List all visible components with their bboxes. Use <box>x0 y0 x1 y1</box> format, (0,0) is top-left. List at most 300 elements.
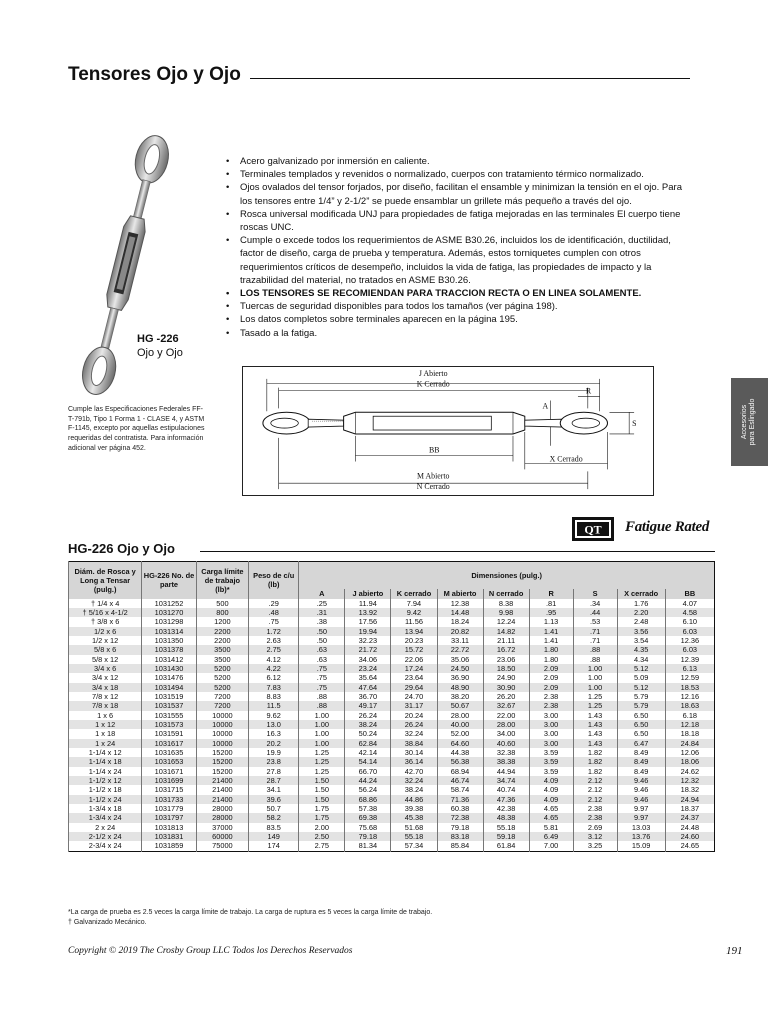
table-cell: 2.09 <box>529 673 573 682</box>
page-title: Tensores Ojo y Ojo <box>68 64 241 85</box>
table-cell: 5/8 x 12 <box>69 655 142 664</box>
table-cell: 15.09 <box>617 841 665 851</box>
table-cell: 47.64 <box>345 683 391 692</box>
feature-item: • Terminales templados y revenidos o normalizado, cuerpos con tratamiento térmico normalizado. <box>226 168 696 181</box>
table-cell: 1 x 6 <box>69 711 142 720</box>
table-cell: 1.80 <box>529 655 573 664</box>
header-x: X cerrado <box>617 589 665 599</box>
table-cell: 1-1/2 x 24 <box>69 795 142 804</box>
table-cell: 6.50 <box>617 729 665 738</box>
table-cell: 48.38 <box>483 813 529 822</box>
table-cell: 10000 <box>196 739 248 748</box>
table-cell: 26.20 <box>483 692 529 701</box>
table-cell: 16.3 <box>249 729 299 738</box>
table-cell: 27.8 <box>249 767 299 776</box>
table-cell: 44.24 <box>345 776 391 785</box>
table-cell: 15200 <box>196 757 248 766</box>
table-cell: 2.12 <box>573 795 617 804</box>
table-cell: 5.12 <box>617 683 665 692</box>
table-cell: 149 <box>249 832 299 841</box>
label-bb: BB <box>428 445 440 455</box>
turnbuckle-image <box>40 128 210 406</box>
table-row <box>69 841 715 851</box>
table-cell: 39.38 <box>391 804 437 813</box>
table-row <box>69 645 715 654</box>
table-cell: 2-3/4 x 24 <box>69 841 142 851</box>
table-cell: 35.06 <box>437 655 483 664</box>
table-cell: 20.2 <box>249 739 299 748</box>
table-cell: 50.7 <box>249 804 299 813</box>
table-cell: 1-3/4 x 18 <box>69 804 142 813</box>
table-cell: .48 <box>249 608 299 617</box>
table-cell: 42.70 <box>391 767 437 776</box>
table-cell: 1.80 <box>529 645 573 654</box>
table-cell: 13.92 <box>345 608 391 617</box>
table-cell: 24.94 <box>665 795 714 804</box>
spec-note: Cumple las Especificaciones Federales FF-T-791b, Tipo 1 Forma 1 - CLASE 4, y ASTM F-1145, excepto por aquellas estipulaciones requeridas del contratista. Para información adicional ver página 452. <box>68 406 205 452</box>
table-cell: 1.25 <box>573 692 617 701</box>
table-cell: 1.00 <box>299 711 345 720</box>
table-cell: .88 <box>299 692 345 701</box>
table-cell: 2.20 <box>617 608 665 617</box>
table-cell: 21400 <box>196 785 248 794</box>
table-cell: 5.81 <box>529 823 573 832</box>
table-cell: 9.98 <box>483 608 529 617</box>
table-cell: 3500 <box>196 655 248 664</box>
table-cell: 28000 <box>196 804 248 813</box>
table-cell: 4.35 <box>617 645 665 654</box>
table-cell: 32.67 <box>483 701 529 710</box>
table-cell: 35.64 <box>345 673 391 682</box>
table-cell: 6.13 <box>665 664 714 673</box>
table-cell: 17.24 <box>391 664 437 673</box>
table-cell: 28000 <box>196 813 248 822</box>
table-cell: 1/2 x 12 <box>69 636 142 645</box>
table-cell: 12.39 <box>665 655 714 664</box>
header-n: N cerrado <box>483 589 529 599</box>
table-row <box>69 599 715 608</box>
table-cell: 48.90 <box>437 683 483 692</box>
table-cell: 3.54 <box>617 636 665 645</box>
table-cell: 2200 <box>196 636 248 645</box>
header-load: Carga límite de trabajo (lb)* <box>196 562 248 599</box>
table-cell: 1031573 <box>142 720 196 729</box>
table-cell: 2.38 <box>529 692 573 701</box>
table-cell: 23.8 <box>249 757 299 766</box>
table-cell: 2.09 <box>529 683 573 692</box>
table-row <box>69 720 715 729</box>
label-j-abierto: J Abierto <box>418 368 448 378</box>
table-cell: .34 <box>573 599 617 608</box>
footnote-galvanized: † Galvanizado Mecánico. <box>68 918 147 926</box>
table-cell: 1031671 <box>142 767 196 776</box>
table-cell: 1.43 <box>573 711 617 720</box>
table-cell: .31 <box>299 608 345 617</box>
table-cell: 12.59 <box>665 673 714 682</box>
table-cell: 71.36 <box>437 795 483 804</box>
table-cell: 47.36 <box>483 795 529 804</box>
table-cell: 24.48 <box>665 823 714 832</box>
table-cell: 1.75 <box>299 813 345 822</box>
table-cell: 5200 <box>196 683 248 692</box>
table-cell: 13.0 <box>249 720 299 729</box>
table-cell: 1031831 <box>142 832 196 841</box>
table-cell: 23.24 <box>345 664 391 673</box>
table-cell: 62.84 <box>345 739 391 748</box>
table-row <box>69 804 715 813</box>
footnotes <box>68 908 432 927</box>
table-cell: 1031653 <box>142 757 196 766</box>
table-cell: 9.97 <box>617 804 665 813</box>
table-cell: 44.86 <box>391 795 437 804</box>
feature-list <box>226 155 696 340</box>
table-cell: 1.00 <box>573 683 617 692</box>
table-cell: 1-3/4 x 24 <box>69 813 142 822</box>
table-cell: .53 <box>573 617 617 626</box>
table-row <box>69 767 715 776</box>
label-s: S <box>632 419 637 429</box>
table-cell: 2.00 <box>299 823 345 832</box>
table-cell: .29 <box>249 599 299 608</box>
table-cell: 6.50 <box>617 711 665 720</box>
table-cell: 3.00 <box>529 720 573 729</box>
table-cell: 18.50 <box>483 664 529 673</box>
table-row <box>69 692 715 701</box>
table-cell: 5200 <box>196 664 248 673</box>
table-cell: 21400 <box>196 776 248 785</box>
table-cell: 22.72 <box>437 645 483 654</box>
table-cell: 8.83 <box>249 692 299 701</box>
table-cell: † 1/4 x 4 <box>69 599 142 608</box>
section-side-tab <box>731 378 768 466</box>
table-cell: .71 <box>573 627 617 636</box>
table-row <box>69 608 715 617</box>
product-name: Ojo y Ojo <box>137 347 183 359</box>
table-cell: 49.17 <box>345 701 391 710</box>
table-row <box>69 785 715 794</box>
table-cell: 1-1/4 x 12 <box>69 748 142 757</box>
table-cell: 34.00 <box>483 729 529 738</box>
table-cell: 12.06 <box>665 748 714 757</box>
table-row <box>69 813 715 822</box>
table-cell: 4.34 <box>617 655 665 664</box>
table-cell: 1031494 <box>142 683 196 692</box>
feature-item: • Tuercas de seguridad disponibles para todos los tamaños (ver página 198). <box>226 300 696 313</box>
qt-logo <box>572 517 614 541</box>
table-cell: .44 <box>573 608 617 617</box>
header-bb: BB <box>665 589 714 599</box>
label-n-cerrado: N Cerrado <box>416 482 450 492</box>
table-cell: 3.25 <box>573 841 617 851</box>
table-cell: .63 <box>299 655 345 664</box>
header-m: M abierto <box>437 589 483 599</box>
table-cell: 1.43 <box>573 720 617 729</box>
table-cell: 64.60 <box>437 739 483 748</box>
table-cell: 3/4 x 18 <box>69 683 142 692</box>
table-cell: 1.41 <box>529 636 573 645</box>
table-cell: 3.59 <box>529 748 573 757</box>
table-cell: 28.00 <box>437 711 483 720</box>
side-tab-label: Accesorios para Eslingado <box>741 398 756 446</box>
table-cell: 12.32 <box>665 776 714 785</box>
table-cell: 38.38 <box>483 757 529 766</box>
table-cell: 1031298 <box>142 617 196 626</box>
label-m-abierto: M Abierto <box>416 471 450 481</box>
table-cell: 68.86 <box>345 795 391 804</box>
table-cell: 40.00 <box>437 720 483 729</box>
table-cell: 3.00 <box>529 739 573 748</box>
table-cell: 12.18 <box>665 720 714 729</box>
table-cell: 4.09 <box>529 776 573 785</box>
table-cell: 3.59 <box>529 757 573 766</box>
page-number: 191 <box>726 945 743 957</box>
table-cell: 1 x 18 <box>69 729 142 738</box>
feature-item: • LOS TENSORES SE RECOMIENDAN PARA TRACCION RECTA O EN LINEA SOLAMENTE. <box>226 287 696 300</box>
footnote-load: *La carga de prueba es 2.5 veces la carga límite de trabajo. La carga de ruptura es 5 veces la carga límite de trabajo. <box>68 909 433 916</box>
table-row <box>69 832 715 841</box>
table-cell: 2.12 <box>573 776 617 785</box>
table-cell: 24.90 <box>483 673 529 682</box>
table-cell: † 3/8 x 6 <box>69 617 142 626</box>
table-cell: 1031733 <box>142 795 196 804</box>
table-cell: .95 <box>529 608 573 617</box>
table-cell: 36.90 <box>437 673 483 682</box>
table-cell: .38 <box>299 617 345 626</box>
table-cell: 18.24 <box>437 617 483 626</box>
table-cell: 15200 <box>196 748 248 757</box>
table-cell: 1031350 <box>142 636 196 645</box>
table-row <box>69 757 715 766</box>
table-cell: 61.84 <box>483 841 529 851</box>
table-cell: 7.94 <box>391 599 437 608</box>
table-cell: 32.38 <box>483 748 529 757</box>
table-cell: .88 <box>573 645 617 654</box>
table-cell: 1.00 <box>573 673 617 682</box>
table-cell: 1200 <box>196 617 248 626</box>
header-a: A <box>299 589 345 599</box>
table-cell: 19.9 <box>249 748 299 757</box>
table-cell: 36.14 <box>391 757 437 766</box>
header-part: HG-226 No. de parte <box>142 562 196 599</box>
table-cell: 9.46 <box>617 776 665 785</box>
table-row <box>69 748 715 757</box>
table-cell: 1031412 <box>142 655 196 664</box>
table-row <box>69 701 715 710</box>
table-cell: 1031537 <box>142 701 196 710</box>
table-cell: 18.53 <box>665 683 714 692</box>
table-cell: 68.94 <box>437 767 483 776</box>
table-cell: 2.38 <box>573 813 617 822</box>
table-cell: 26.24 <box>391 720 437 729</box>
table-cell: 18.18 <box>665 729 714 738</box>
table-cell: 1.50 <box>299 776 345 785</box>
table-cell: 57.34 <box>391 841 437 851</box>
table-cell: 24.65 <box>665 841 714 851</box>
label-x-cerrado: X Cerrado <box>549 454 583 464</box>
table-cell: 1-1/4 x 18 <box>69 757 142 766</box>
table-cell: 16.72 <box>483 645 529 654</box>
table-cell: 38.20 <box>437 692 483 701</box>
table-cell: 56.38 <box>437 757 483 766</box>
table-cell: 9.62 <box>249 711 299 720</box>
table-cell: 60000 <box>196 832 248 841</box>
table-cell: 29.64 <box>391 683 437 692</box>
feature-item: • Cumple o excede todos los requerimientos de ASME B30.26, incluidos los de identificación, ductilidad, factor de diseño, carga de prueba y temperatura. Además, estos torniquetes cumplen con otros requerimientos críticos de desempeño, incluidos la vida de fatiga, las propiedades de impacto y la trazabilidad del material, no tratados en ASME B30.26. <box>226 234 696 287</box>
table-cell: 3/4 x 12 <box>69 673 142 682</box>
table-cell: 20.23 <box>391 636 437 645</box>
header-s: S <box>573 589 617 599</box>
table-row <box>69 664 715 673</box>
table-cell: 33.11 <box>437 636 483 645</box>
table-cell: 500 <box>196 599 248 608</box>
table-row <box>69 655 715 664</box>
table-cell: 3.00 <box>529 729 573 738</box>
table-cell: 4.12 <box>249 655 299 664</box>
table-cell: 81.34 <box>345 841 391 851</box>
table-cell: 1031779 <box>142 804 196 813</box>
label-r: R <box>585 386 592 396</box>
table-cell: 36.70 <box>345 692 391 701</box>
table-cell: 40.60 <box>483 739 529 748</box>
table-cell: 38.84 <box>391 739 437 748</box>
table-cell: 44.94 <box>483 767 529 776</box>
feature-item: • Rosca universal modificada UNJ para propiedades de fatiga mejoradas en las terminales El cuerpo tiene roscas UNC. <box>226 208 696 234</box>
table-cell: 2.75 <box>249 645 299 654</box>
table-cell: 46.74 <box>437 776 483 785</box>
table-cell: 75000 <box>196 841 248 851</box>
table-cell: 9.46 <box>617 785 665 794</box>
table-cell: 1.00 <box>299 739 345 748</box>
table-cell: 1.13 <box>529 617 573 626</box>
table-cell: 2.48 <box>617 617 665 626</box>
table-cell: 12.16 <box>665 692 714 701</box>
table-cell: 2.75 <box>299 841 345 851</box>
table-cell: 13.76 <box>617 832 665 841</box>
product-label <box>137 332 183 360</box>
table-cell: 1031617 <box>142 739 196 748</box>
table-cell: 3.12 <box>573 832 617 841</box>
table-cell: 32.24 <box>391 729 437 738</box>
feature-item: • Tasado a la fatiga. <box>226 327 696 340</box>
table-cell: 6.03 <box>665 645 714 654</box>
product-code: HG -226 <box>137 333 179 345</box>
table-cell: 7/8 x 18 <box>69 701 142 710</box>
table-cell: 18.63 <box>665 701 714 710</box>
table-cell: 1031378 <box>142 645 196 654</box>
table-cell: 21400 <box>196 795 248 804</box>
table-cell: 2-1/2 x 24 <box>69 832 142 841</box>
table-cell: 22.06 <box>391 655 437 664</box>
table-cell: 30.90 <box>483 683 529 692</box>
table-cell: 8.49 <box>617 748 665 757</box>
table-cell: 18.37 <box>665 804 714 813</box>
table-cell: 1.82 <box>573 748 617 757</box>
table-cell: 79.18 <box>437 823 483 832</box>
table-cell: 6.10 <box>665 617 714 626</box>
specifications-table <box>68 561 715 852</box>
table-cell: 66.70 <box>345 767 391 776</box>
table-cell: 1031430 <box>142 664 196 673</box>
table-cell: 4.58 <box>665 608 714 617</box>
table-cell: 13.03 <box>617 823 665 832</box>
table-row <box>69 636 715 645</box>
table-cell: 1.25 <box>299 748 345 757</box>
table-cell: 3.56 <box>617 627 665 636</box>
table-row <box>69 776 715 785</box>
table-cell: 1031699 <box>142 776 196 785</box>
table-cell: .88 <box>573 655 617 664</box>
header-weight: Peso de c/u (lb) <box>249 562 299 599</box>
table-cell: 1031555 <box>142 711 196 720</box>
table-cell: 1.43 <box>573 739 617 748</box>
table-cell: 1.00 <box>299 729 345 738</box>
table-cell: 55.18 <box>391 832 437 841</box>
table-title-divider <box>200 551 715 552</box>
table-cell: 1.43 <box>573 729 617 738</box>
table-cell: 54.14 <box>345 757 391 766</box>
table-cell: 51.68 <box>391 823 437 832</box>
table-cell: 10000 <box>196 711 248 720</box>
table-cell: 2.63 <box>249 636 299 645</box>
table-cell: 4.65 <box>529 813 573 822</box>
table-cell: 6.50 <box>617 720 665 729</box>
table-cell: 34.74 <box>483 776 529 785</box>
table-cell: 11.94 <box>345 599 391 608</box>
table-cell: 1/2 x 6 <box>69 627 142 636</box>
table-row <box>69 739 715 748</box>
table-cell: 4.09 <box>529 795 573 804</box>
feature-item: • Los datos completos sobre terminales aparecen en la página 195. <box>226 313 696 326</box>
feature-item: • Acero galvanizado por inmersión en caliente. <box>226 155 696 168</box>
header-r: R <box>529 589 573 599</box>
table-cell: 58.2 <box>249 813 299 822</box>
table-cell: 12.36 <box>665 636 714 645</box>
table-row <box>69 617 715 626</box>
table-cell: 59.18 <box>483 832 529 841</box>
table-cell: 56.24 <box>345 785 391 794</box>
feature-item: • Ojos ovalados del tensor forjados, por diseño, facilitan el ensamble y minimizan la tensión en el ojo. Para los tensores entre 1/4” y 2-1/2” se puede ensamblar un grillete más pequeño a través del ojo. <box>226 181 696 207</box>
table-cell: 34.1 <box>249 785 299 794</box>
table-cell: 45.38 <box>391 813 437 822</box>
table-cell: 5.12 <box>617 664 665 673</box>
table-cell: 1031813 <box>142 823 196 832</box>
table-cell: 3.00 <box>529 711 573 720</box>
table-cell: 32.23 <box>345 636 391 645</box>
table-cell: 50.24 <box>345 729 391 738</box>
table-cell: .81 <box>529 599 573 608</box>
table-cell: 3.59 <box>529 767 573 776</box>
table-cell: 6.12 <box>249 673 299 682</box>
fatigue-rated-logo: Fatigue Rated <box>625 519 710 535</box>
table-cell: 18.32 <box>665 785 714 794</box>
table-cell: 2.09 <box>529 664 573 673</box>
table-cell: 3500 <box>196 645 248 654</box>
table-cell: 60.38 <box>437 804 483 813</box>
table-cell: 1031270 <box>142 608 196 617</box>
table-cell: 83.18 <box>437 832 483 841</box>
table-cell: 1.41 <box>529 627 573 636</box>
table-cell: 174 <box>249 841 299 851</box>
table-cell: 37000 <box>196 823 248 832</box>
table-cell: 1.25 <box>573 701 617 710</box>
table-cell: 1.50 <box>299 785 345 794</box>
table-cell: 6.49 <box>529 832 573 841</box>
table-cell: 1 x 12 <box>69 720 142 729</box>
table-cell: 7.83 <box>249 683 299 692</box>
table-cell: .75 <box>299 683 345 692</box>
table-cell: 42.38 <box>483 804 529 813</box>
table-cell: 38.24 <box>391 785 437 794</box>
